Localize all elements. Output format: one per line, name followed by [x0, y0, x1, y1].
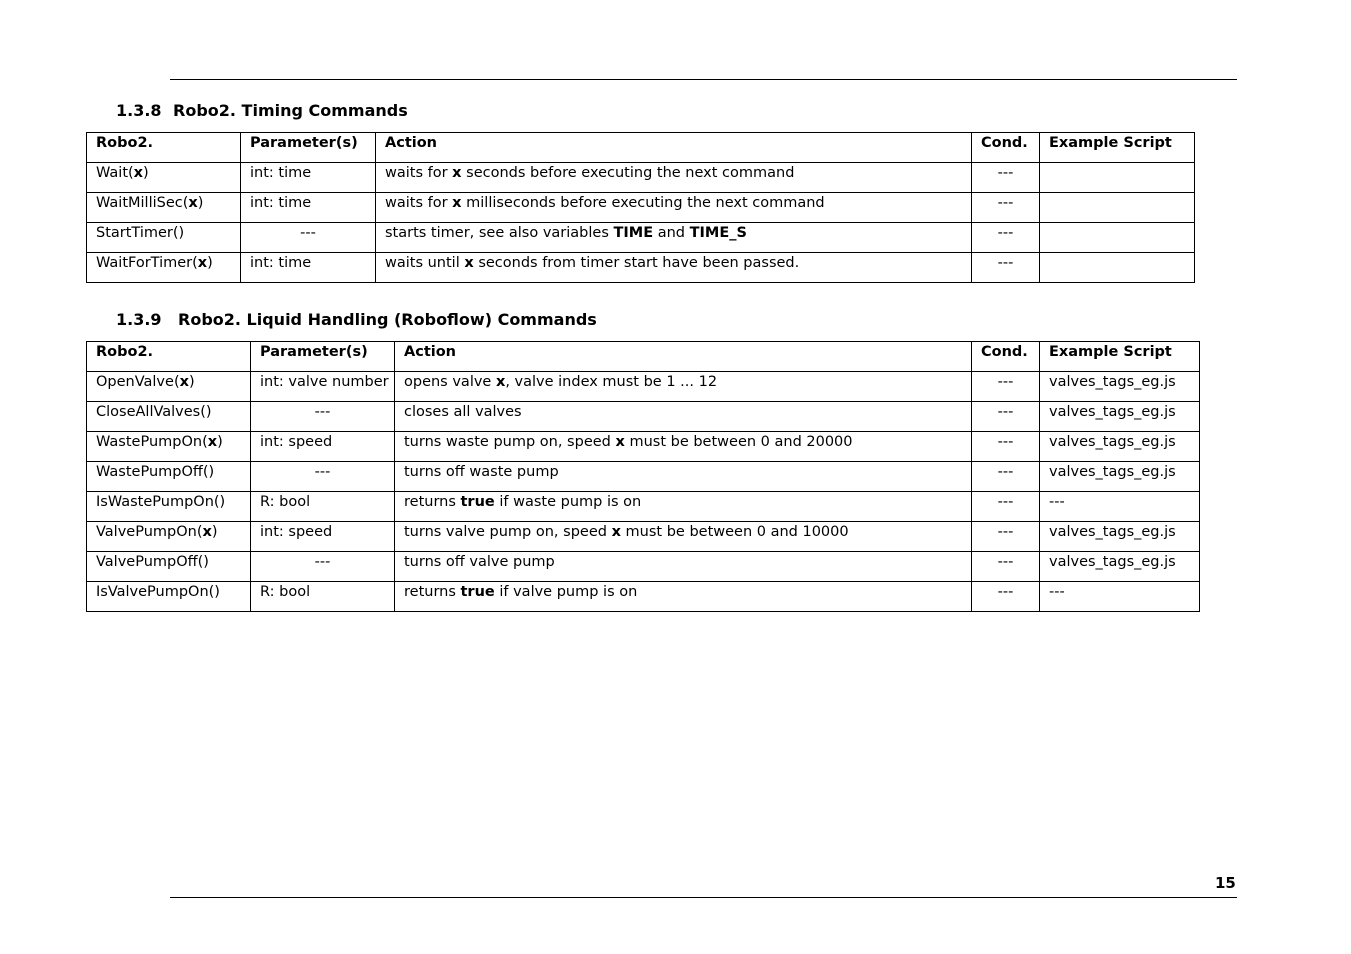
parameter-cell: int: time	[241, 193, 376, 223]
text-segment: ValvePumpOff()	[96, 554, 209, 570]
parameter-cell: R: bool	[251, 582, 395, 612]
table-row	[87, 253, 1195, 283]
action-cell	[395, 522, 972, 552]
text-segment: if valve pump is on	[494, 584, 638, 600]
header-cell: Parameter(s)	[251, 342, 395, 372]
bold-text: x	[615, 434, 625, 450]
text-segment: IsValvePumpOn()	[96, 584, 220, 600]
header-cell: Action	[395, 342, 972, 372]
header-cell: Example Script	[1040, 133, 1195, 163]
parameter-cell: ---	[241, 223, 376, 253]
action-cell	[395, 462, 972, 492]
table-row	[87, 402, 1200, 432]
section-title: Robo2. Liquid Handling (Roboflow) Commands	[178, 310, 597, 329]
bold-text: x	[464, 255, 474, 271]
action-cell	[376, 253, 972, 283]
section-number: 1.3.9	[116, 310, 162, 329]
condition-cell: ---	[972, 223, 1040, 253]
command-cell	[87, 522, 251, 552]
example-script-cell: valves_tags_eg.js	[1040, 402, 1200, 432]
condition-cell: ---	[972, 432, 1040, 462]
text-segment: )	[207, 255, 213, 271]
condition-cell: ---	[972, 462, 1040, 492]
example-script-cell: valves_tags_eg.js	[1040, 522, 1200, 552]
parameter-cell: ---	[251, 552, 395, 582]
bold-text: x	[495, 374, 506, 390]
condition-cell: ---	[972, 253, 1040, 283]
table-row	[87, 372, 1200, 402]
action-cell	[376, 223, 972, 253]
command-cell	[87, 253, 241, 283]
example-script-cell: valves_tags_eg.js	[1040, 462, 1200, 492]
text-segment: waits for	[385, 165, 453, 181]
condition-cell: ---	[972, 492, 1040, 522]
condition-cell: ---	[972, 163, 1040, 193]
header-cell: Cond.	[972, 133, 1040, 163]
text-segment: ValvePumpOn(	[96, 524, 203, 540]
text-segment: WastePumpOn(	[96, 434, 208, 450]
command-cell	[87, 552, 251, 582]
text-segment: returns	[404, 494, 461, 510]
text-segment: , valve index must be 1 ... 12	[505, 374, 718, 390]
section-number: 1.3.8	[116, 101, 162, 120]
table-row	[87, 432, 1200, 462]
example-script-cell: ---	[1040, 492, 1200, 522]
header-cell: Robo2.	[87, 133, 241, 163]
parameter-cell: int: speed	[251, 432, 395, 462]
action-cell	[376, 193, 972, 223]
bold-text: x	[207, 434, 218, 450]
command-cell	[87, 223, 241, 253]
text-segment: )	[143, 165, 149, 181]
table-row	[87, 163, 1195, 193]
action-cell	[395, 552, 972, 582]
section-title: Robo2. Timing Commands	[173, 101, 408, 120]
footer-rule	[170, 897, 1237, 898]
parameter-cell: ---	[251, 462, 395, 492]
table-row	[87, 552, 1200, 582]
text-segment: turns off valve pump	[404, 554, 555, 570]
text-segment: returns	[404, 584, 461, 600]
bold-text: TIME	[613, 225, 654, 241]
condition-cell: ---	[972, 402, 1040, 432]
table-row	[87, 492, 1200, 522]
bold-text: true	[460, 584, 495, 600]
command-cell	[87, 372, 251, 402]
parameter-cell: int: valve number	[251, 372, 395, 402]
table-row	[87, 193, 1195, 223]
header-cell: Parameter(s)	[241, 133, 376, 163]
text-segment: starts timer, see also variables	[385, 225, 614, 241]
command-cell	[87, 193, 241, 223]
text-segment: IsWastePumpOn()	[96, 494, 226, 510]
text-segment: waits for	[385, 195, 453, 211]
bold-text: x	[133, 165, 144, 181]
bold-text: x	[452, 165, 462, 181]
command-cell	[87, 582, 251, 612]
text-segment: must be between 0 and 10000	[620, 524, 849, 540]
action-cell	[376, 163, 972, 193]
action-cell	[395, 432, 972, 462]
bold-text: x	[611, 524, 621, 540]
text-segment: must be between 0 and 20000	[624, 434, 853, 450]
example-script-cell	[1040, 193, 1195, 223]
text-segment: WastePumpOff()	[96, 464, 215, 480]
condition-cell: ---	[972, 522, 1040, 552]
example-script-cell	[1040, 163, 1195, 193]
bold-text: x	[179, 374, 189, 390]
text-segment: seconds from timer start have been passed.	[473, 255, 800, 271]
parameter-cell: int: time	[241, 253, 376, 283]
text-segment: closes all valves	[404, 404, 522, 420]
example-script-cell	[1040, 223, 1195, 253]
header-cell: Action	[376, 133, 972, 163]
example-script-cell: valves_tags_eg.js	[1040, 372, 1200, 402]
text-segment: WaitForTimer(	[96, 255, 198, 271]
section-heading-liquid-handling	[116, 310, 597, 329]
text-segment: )	[188, 374, 195, 390]
bold-text: x	[452, 195, 462, 211]
condition-cell: ---	[972, 582, 1040, 612]
example-script-cell: valves_tags_eg.js	[1040, 552, 1200, 582]
parameter-cell: ---	[251, 402, 395, 432]
text-segment: opens valve	[404, 374, 496, 390]
text-segment: seconds before executing the next command	[461, 165, 795, 181]
command-cell	[87, 402, 251, 432]
text-segment: turns off waste pump	[404, 464, 559, 480]
text-segment: OpenValve(	[96, 374, 180, 390]
section-heading-timing	[116, 101, 408, 120]
command-cell	[87, 432, 251, 462]
parameter-cell: int: time	[241, 163, 376, 193]
header-cell: Cond.	[972, 342, 1040, 372]
text-segment: turns waste pump on, speed	[404, 434, 616, 450]
condition-cell: ---	[972, 552, 1040, 582]
text-segment: turns valve pump on, speed	[404, 524, 612, 540]
table-row	[87, 462, 1200, 492]
example-script-cell	[1040, 253, 1195, 283]
table-row	[87, 522, 1200, 552]
text-segment: CloseAllValves()	[96, 404, 212, 420]
timing-commands-table	[86, 132, 1195, 283]
command-cell	[87, 163, 241, 193]
action-cell	[395, 372, 972, 402]
text-segment: )	[211, 524, 218, 540]
text-segment: StartTimer()	[96, 225, 185, 241]
example-script-cell: valves_tags_eg.js	[1040, 432, 1200, 462]
liquid-handling-commands-table	[86, 341, 1200, 612]
table-header-row	[87, 133, 1195, 163]
action-cell	[395, 492, 972, 522]
table-header-row	[87, 342, 1200, 372]
text-segment: Wait(	[96, 165, 134, 181]
command-cell	[87, 462, 251, 492]
header-cell: Robo2.	[87, 342, 251, 372]
text-segment: if waste pump is on	[494, 494, 642, 510]
action-cell	[395, 402, 972, 432]
text-segment: WaitMilliSec(	[96, 195, 189, 211]
text-segment: )	[217, 434, 223, 450]
text-segment: )	[197, 195, 204, 211]
table-row	[87, 582, 1200, 612]
parameter-cell: R: bool	[251, 492, 395, 522]
header-rule	[170, 79, 1237, 80]
bold-text: true	[460, 494, 495, 510]
condition-cell: ---	[972, 193, 1040, 223]
table-row	[87, 223, 1195, 253]
header-cell: Example Script	[1040, 342, 1200, 372]
condition-cell: ---	[972, 372, 1040, 402]
parameter-cell: int: speed	[251, 522, 395, 552]
action-cell	[395, 582, 972, 612]
bold-text: x	[202, 524, 212, 540]
bold-text: x	[188, 195, 198, 211]
bold-text: x	[197, 255, 208, 271]
example-script-cell: ---	[1040, 582, 1200, 612]
text-segment: milliseconds before executing the next command	[461, 195, 825, 211]
command-cell	[87, 492, 251, 522]
bold-text: TIME_S	[689, 225, 747, 241]
text-segment: and	[653, 225, 690, 241]
page-number: 15	[1215, 874, 1236, 892]
text-segment: waits until	[385, 255, 465, 271]
